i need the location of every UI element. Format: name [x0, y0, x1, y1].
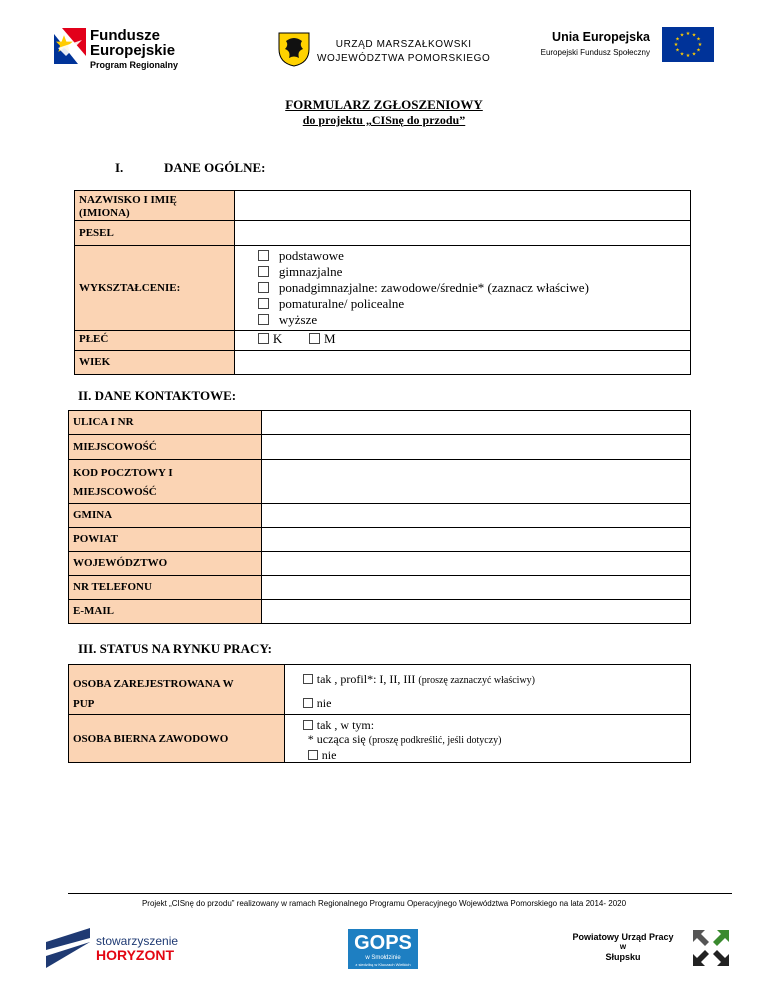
um-line1: URZĄD MARSZAŁKOWSKI	[335, 39, 472, 50]
education-option[interactable]	[258, 264, 686, 280]
um-line2: WOJEWÓDZTWA POMORSKIEGO	[317, 53, 491, 64]
urzad-marszalkowski-text	[317, 38, 490, 66]
powiat-field[interactable]	[261, 528, 690, 552]
pup-text	[553, 931, 693, 963]
section3-heading: III. STATUS NA RYNKU PRACY:	[78, 641, 272, 656]
table-row	[75, 246, 691, 331]
table-row	[69, 552, 691, 576]
svg-text:★: ★	[679, 51, 685, 58]
postal-label-line1: KOD POCZTOWY I	[73, 467, 173, 479]
svg-text:★: ★	[696, 36, 701, 43]
registered-yes-label: tak , profil*: I, II, III	[316, 672, 416, 686]
svg-text:★: ★	[697, 42, 703, 48]
sex-options	[234, 331, 690, 351]
section2-heading: II. DANE KONTAKTOWE:	[78, 388, 237, 403]
phone-field[interactable]	[261, 576, 690, 600]
table-row	[69, 715, 691, 763]
svg-text:★: ★	[696, 47, 701, 54]
sex-label: PŁEĆ	[75, 331, 235, 351]
education-option-label: pomaturalne/ policealne	[278, 296, 405, 311]
svg-text:★: ★	[685, 53, 691, 59]
city-field[interactable]	[261, 435, 690, 460]
gops-sub2: z siedzibą w Kluczach Wielkich	[355, 962, 411, 967]
inactive-no-option[interactable]	[303, 748, 686, 762]
checkbox-icon[interactable]	[309, 333, 320, 344]
education-options	[234, 246, 690, 331]
pesel-field[interactable]	[234, 221, 690, 246]
inactive-yes-option[interactable]	[303, 718, 686, 732]
footer-divider	[68, 893, 732, 894]
sex-option-m[interactable]: M	[309, 331, 336, 346]
svg-text:★: ★	[679, 32, 685, 39]
table-row	[75, 331, 691, 351]
gops-logo	[348, 929, 418, 969]
table-row	[69, 460, 691, 504]
powiat-label: POWIAT	[69, 528, 262, 552]
education-label: WYKSZTAŁCENIE:	[75, 246, 235, 331]
table-row	[75, 351, 691, 375]
checkbox-icon[interactable]	[303, 674, 313, 684]
table-row	[69, 504, 691, 528]
table-row	[69, 665, 691, 715]
name-label: NAZWISKO I IMIĘ (IMIONA)	[75, 191, 235, 221]
checkbox-icon[interactable]	[258, 298, 269, 309]
registered-options	[284, 665, 690, 715]
checkbox-icon[interactable]	[258, 250, 269, 261]
table-row	[69, 411, 691, 435]
registered-label	[69, 665, 285, 715]
fundusze-europejskie-logo	[52, 26, 88, 66]
inactive-no-label: nie	[321, 748, 337, 762]
education-option-label: wyższe	[278, 312, 318, 327]
email-field[interactable]	[261, 600, 690, 624]
table-row	[75, 221, 691, 246]
ue-line2: Europejski Fundusz Społeczny	[540, 48, 650, 57]
inactive-options	[284, 715, 690, 763]
pesel-label: PESEL	[75, 221, 235, 246]
registered-label-line1: OSOBA ZAREJESTROWANA W	[73, 678, 234, 690]
gmina-field[interactable]	[261, 504, 690, 528]
pomorskie-coat-of-arms-icon	[277, 31, 311, 67]
registered-yes-note: (proszę zaznaczyć właściwy)	[418, 675, 536, 686]
inactive-learning-option[interactable]	[303, 732, 686, 748]
fe-logo-text	[90, 28, 178, 72]
checkbox-icon[interactable]	[303, 698, 313, 708]
registered-no-option[interactable]	[303, 694, 686, 712]
general-data-table	[74, 190, 691, 375]
fe-logo-line3: Program Regionalny	[90, 60, 179, 70]
voivodeship-label: WOJEWÓDZTWO	[69, 552, 262, 576]
gops-sub1: w Smołdzinie	[365, 955, 401, 961]
svg-text:★: ★	[675, 47, 680, 54]
age-field[interactable]	[234, 351, 690, 375]
education-option[interactable]	[258, 296, 686, 312]
table-row	[69, 435, 691, 460]
section1-number: I.	[115, 160, 124, 175]
form-title-main: FORMULARZ ZGŁOSZENIOWY	[285, 97, 483, 112]
table-row	[75, 191, 691, 221]
inactive-yes-label: tak , w tym:	[316, 718, 375, 732]
form-title	[0, 97, 768, 128]
education-option-label: podstawowe	[278, 248, 344, 263]
pup-line3: Słupsku	[605, 952, 641, 962]
horyzont-logo-icon	[46, 928, 94, 968]
education-option[interactable]	[258, 312, 686, 328]
pup-line2: w	[619, 942, 627, 951]
gmina-label: GMINA	[69, 504, 262, 528]
inactive-learning-label: * ucząca się	[307, 732, 366, 746]
section1-heading	[0, 160, 768, 176]
street-field[interactable]	[261, 411, 690, 435]
checkbox-icon[interactable]	[258, 314, 269, 325]
education-option[interactable]	[258, 248, 686, 264]
registered-no-label: nie	[316, 696, 332, 710]
postal-field[interactable]	[261, 460, 690, 504]
inactive-learning-note: (proszę podkreślić, jeśli dotyczy)	[368, 735, 502, 746]
eu-flag-icon	[662, 27, 714, 62]
checkbox-icon[interactable]	[258, 333, 269, 344]
education-option[interactable]	[258, 280, 686, 296]
footer-project-text: Projekt „CISnę do przodu” realizowany w ramach Regionalnego Programu Operacyjnego Województwa Pomorskiego na lata 2014- 2020	[141, 899, 627, 908]
pup-line1: Powiatowy Urząd Pracy	[572, 932, 674, 942]
svg-text:★: ★	[691, 32, 697, 39]
registered-yes-option[interactable]	[303, 670, 686, 690]
horyzont-line2: HORYZONT	[96, 947, 175, 963]
svg-text:★: ★	[673, 42, 679, 48]
table-row	[69, 600, 691, 624]
checkbox-icon[interactable]	[308, 750, 318, 760]
svg-text:★: ★	[691, 51, 697, 58]
svg-text:★: ★	[685, 31, 691, 37]
checkbox-icon[interactable]	[258, 282, 269, 293]
section1-label: DANE OGÓLNE:	[164, 160, 266, 175]
postal-label	[69, 460, 262, 504]
sex-option-k[interactable]: K	[258, 331, 282, 346]
voivodeship-field[interactable]	[261, 552, 690, 576]
gops-title: GOPS	[354, 932, 412, 954]
svg-text:★: ★	[675, 36, 680, 43]
fe-logo-line1: Fundusze	[90, 27, 160, 44]
pup-arrows-icon	[691, 928, 731, 968]
registered-label-line2: PUP	[73, 698, 95, 710]
checkbox-icon[interactable]	[258, 266, 269, 277]
unia-europejska-text	[541, 30, 650, 57]
fe-logo-icon	[52, 26, 88, 66]
contact-data-table	[68, 410, 691, 624]
ue-line1: Unia Europejska	[552, 30, 650, 44]
postal-label-line2: MIEJSCOWOŚĆ	[73, 486, 157, 498]
form-title-sub: do projektu „CISnę do przodu”	[302, 113, 466, 127]
phone-label: NR TELEFONU	[69, 576, 262, 600]
inactive-label: OSOBA BIERNA ZAWODOWO	[69, 715, 285, 763]
age-label: WIEK	[75, 351, 235, 375]
fe-logo-line2: Europejskie	[90, 42, 176, 59]
table-row	[69, 528, 691, 552]
table-row	[69, 576, 691, 600]
education-option-label: gimnazjalne	[278, 264, 343, 279]
checkbox-icon[interactable]	[303, 720, 313, 730]
name-field[interactable]	[234, 191, 690, 221]
email-label: E-MAIL	[69, 600, 262, 624]
street-label: ULICA I NR	[69, 411, 262, 435]
horyzont-line1: stowarzyszenie	[96, 934, 179, 948]
employment-status-table	[68, 664, 691, 763]
city-label: MIEJSCOWOŚĆ	[69, 435, 262, 460]
education-option-label: ponadgimnazjalne: zawodowe/średnie* (zaznacz właściwe)	[278, 280, 589, 295]
horyzont-logo	[46, 928, 178, 968]
